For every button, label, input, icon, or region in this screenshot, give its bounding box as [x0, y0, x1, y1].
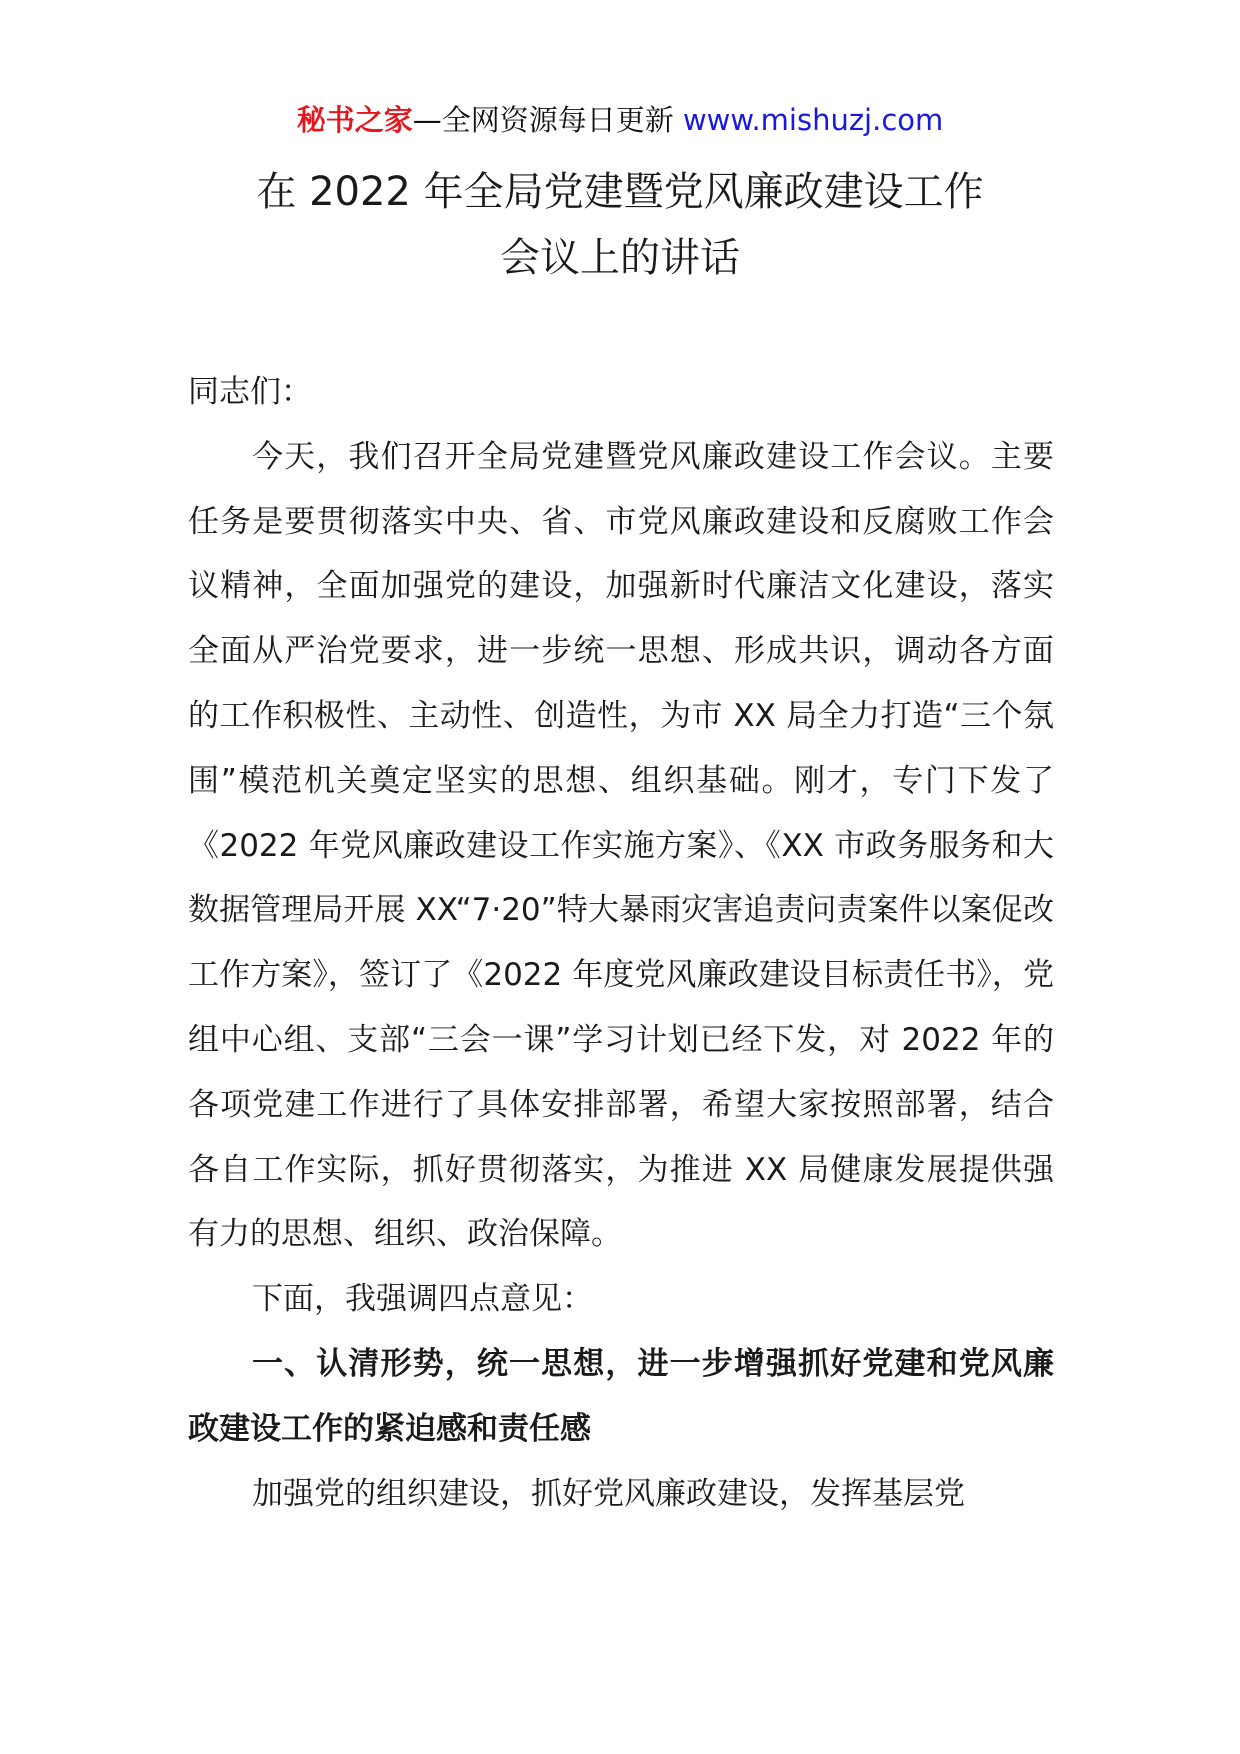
- salutation: 同志们：: [188, 374, 312, 410]
- site-brand: 秘书之家: [296, 103, 413, 137]
- paragraph-opening: 今天，我们召开全局党建暨党风廉政建设工作会议。主要任务是要贯彻落实中央、省、市党风廉政建设和反腐败工作会议精神，全面加强党的建设，加强新时代廉洁文化建设，落实全面从严治党要求，进一步统一思想、形成共识，调动各方面的工作积极性、主动性、创造性，为市 XX 局全力打造“三个氛围”模范机关奠定坚实的思想、组织基础。刚才，专门下发了《2022 年党风廉政建设工作实施方案》、《XX 市政务服务和大数据管理局开展 XX“7·20”特大暴雨灾害追责问责案件以案促改工作方案》，签订了《2022 年度党风廉政建设目标责任书》，党组中心组、支部“三会一课”学习计划已经下发，对 2022 年的各项党建工作进行了具体安排部署，希望大家按照部署，结合各自工作实际，抓好贯彻落实，为推进 XX 局健康发展提供强有力的思想、组织、政治保障。: [188, 438, 1054, 1253]
- document-title-line-2: 会议上的讲话: [500, 235, 740, 281]
- document-title-line-1: 在 2022 年全局党建暨党风廉政建设工作: [256, 169, 984, 215]
- paragraph-transition: 下面，我强调四点意见：: [252, 1281, 593, 1318]
- document-body: [188, 360, 1054, 1526]
- section-heading-1: 一、认清形势，统一思想，进一步增强抓好党建和党风廉政建设工作的紧迫感和责任感: [188, 1345, 1054, 1447]
- site-url-link[interactable]: www.mishuzj.com: [682, 103, 944, 137]
- paragraph-section-1: 加强党的组织建设，抓好党风廉政建设，发挥基层党: [252, 1475, 965, 1512]
- site-slogan: —全网资源每日更新: [412, 103, 674, 137]
- site-header: [0, 100, 1240, 140]
